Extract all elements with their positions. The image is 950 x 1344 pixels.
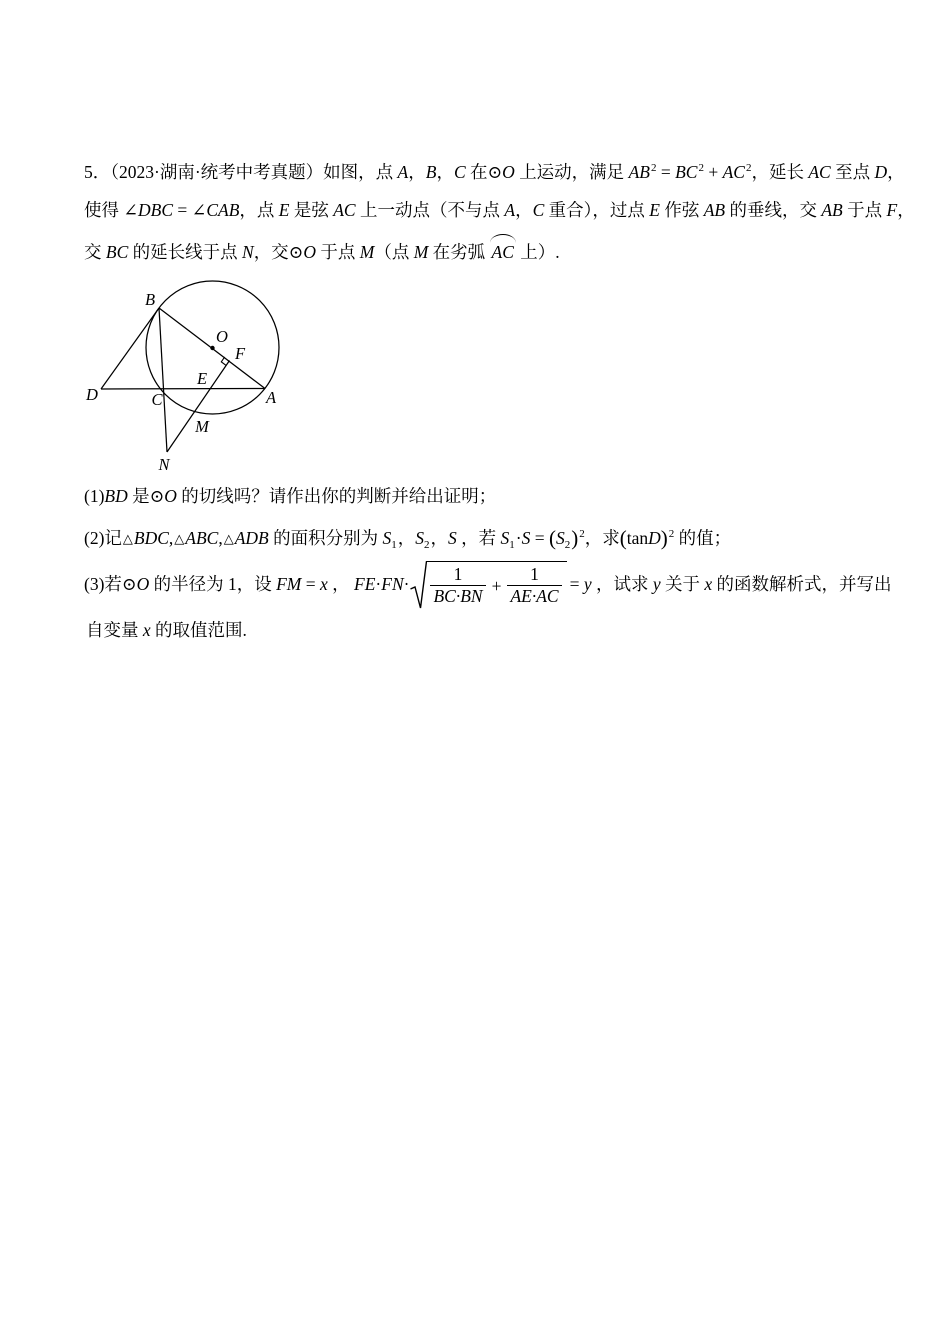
text-run-n: ·: [403, 574, 410, 595]
segment-DB: [101, 308, 159, 389]
text-run-m: A: [397, 162, 409, 182]
text-run-cn: 的面积分别为: [268, 528, 383, 548]
text-run-cn: ，: [897, 200, 915, 220]
text-run-tri: △: [174, 531, 185, 546]
text-run-tri: △: [122, 531, 133, 546]
text-run-sub: 1: [391, 539, 397, 551]
text-run-m: O: [136, 574, 150, 595]
fraction-denominator: BC·BN: [430, 585, 485, 607]
geometry-figure-svg: [80, 275, 400, 480]
radicand: [426, 561, 566, 606]
text-run-cn: 的半径为: [149, 574, 228, 595]
text-run-m: D: [874, 162, 888, 182]
text-run-m: FN: [381, 574, 404, 595]
text-run-m: FM: [276, 574, 302, 595]
text-run-m: x: [704, 574, 713, 595]
text-run-m: S: [500, 528, 510, 548]
text-run-m: S: [521, 528, 531, 548]
text-run-m: ADB: [234, 528, 269, 548]
text-run-m: BD: [104, 486, 128, 506]
point-label-A: A: [265, 388, 277, 407]
text-run-cn: 在⊙: [465, 162, 503, 182]
text-run-m: A: [504, 200, 516, 220]
text-run-m: y: [652, 574, 661, 595]
text-run-n: (3): [84, 574, 105, 595]
geometry-figure: [80, 275, 400, 480]
text-run-cn: 若⊙: [104, 574, 137, 595]
text-run-m: N: [242, 242, 254, 262]
text-run-cn: ，: [515, 200, 533, 220]
text-run-bigp: (: [619, 526, 627, 550]
text-run-n: =: [569, 574, 584, 595]
text-run-bigp: ): [660, 526, 668, 550]
text-run-n: =: [656, 162, 676, 182]
text-run-cn: 是⊙: [127, 486, 165, 506]
text-run-m: S: [382, 528, 392, 548]
point-label-B: B: [144, 290, 156, 309]
text-run-cn: 的切线吗？请作出你的判断并给出证明；: [176, 486, 497, 506]
text-run-sub: 2: [424, 539, 430, 551]
text-run-sup: 2: [579, 528, 585, 540]
text-run-n: = ∠: [173, 200, 207, 220]
text-run-n: (1): [84, 486, 105, 506]
text-run-cn: 关于: [660, 574, 705, 595]
text-run-cn: 的取值范围.: [150, 620, 247, 640]
text-run-m: S: [415, 528, 424, 548]
text-run-cn: ，: [430, 528, 448, 548]
text-run-sup: 2: [698, 162, 704, 174]
text-run-m: x: [320, 574, 328, 595]
question-3-continued: [86, 617, 247, 643]
text-run-m: AB: [703, 200, 726, 220]
text-run-m: C: [532, 200, 545, 220]
text-run-cn: （点: [374, 242, 414, 262]
text-run-cn: ，交⊙: [253, 242, 304, 262]
segment-BN: [159, 308, 167, 452]
text-run-m: C: [453, 162, 466, 182]
fraction-numerator: 1: [530, 564, 539, 585]
text-run-m: E: [649, 200, 660, 220]
text-run-sup: 2: [745, 162, 752, 174]
text-run-cn: 交: [84, 242, 106, 262]
text-run-n: +: [703, 162, 723, 182]
text-run-cn: ，: [397, 528, 416, 548]
text-run-m: E: [278, 200, 290, 220]
text-run-m: AC: [722, 162, 745, 182]
text-run-n: (2): [84, 528, 105, 548]
text-run-m: D: [648, 528, 661, 548]
text-run-cn: 记: [104, 528, 122, 548]
fraction: [507, 565, 561, 606]
text-run-n: ∠: [123, 200, 139, 220]
text-run-cn: 重合），过点: [544, 200, 650, 220]
text-run-cn: ，设: [236, 574, 277, 595]
point-label-E: E: [196, 369, 208, 388]
text-run-n: ·: [375, 574, 382, 595]
center-point-O-dot: [210, 346, 214, 350]
text-run-sub: 1: [509, 539, 515, 551]
text-run-cn: ，: [408, 162, 426, 182]
text-run-n: 1: [227, 574, 237, 595]
fraction: [430, 565, 485, 606]
text-run-n: =: [530, 528, 549, 548]
text-run-cn: 的函数解析式，并写出: [712, 574, 892, 595]
text-run-m: F: [886, 200, 898, 220]
text-run-m: S: [555, 528, 565, 548]
text-run-m: AC: [333, 200, 356, 220]
text-run-n: =: [301, 574, 320, 595]
text-run-n: ·: [515, 528, 522, 548]
text-run-n: ,: [168, 528, 174, 548]
text-run-cn: 使得: [84, 200, 124, 220]
fraction-denominator: AE·AC: [507, 585, 561, 607]
text-run-cn: ，延长: [751, 162, 809, 182]
text-run-m: S: [448, 528, 457, 548]
problem-statement-line-2: [84, 197, 915, 223]
point-label-D: D: [86, 385, 98, 404]
text-run-cn: 上）.: [515, 242, 560, 262]
text-run-m: O: [164, 486, 177, 506]
text-run-arc: AC: [490, 239, 516, 265]
text-run-bigp: (: [548, 526, 556, 550]
text-run-cn: 于点: [842, 200, 887, 220]
text-run-cn: 的延长线于点: [128, 242, 242, 262]
text-run-cn: 上运动，满足: [514, 162, 629, 182]
text-run-n: ,: [218, 528, 223, 548]
text-run-cn: 自变量: [86, 620, 143, 640]
text-run-m: M: [359, 242, 375, 262]
text-run-m: BC: [105, 242, 129, 262]
problem-statement-line-1: [84, 159, 905, 188]
text-run-cn: ，求: [584, 528, 620, 548]
text-run-sup: 2: [650, 162, 657, 174]
point-label-F: F: [234, 344, 246, 363]
text-run-cn: 作弦: [659, 200, 704, 220]
text-run-m: O: [502, 162, 515, 182]
point-label-M: M: [195, 417, 209, 436]
point-label-O: O: [216, 327, 228, 346]
text-run-n: tan: [626, 528, 649, 548]
text-run-cn: ，: [887, 162, 905, 182]
problem-statement-line-3: [84, 239, 560, 265]
text-run-m: y: [583, 574, 592, 595]
text-run-cn: ，若: [456, 528, 501, 548]
text-run-cn: 至点: [830, 162, 875, 182]
text-run-cn: ，试求: [591, 574, 653, 595]
segment-DA: [101, 389, 265, 390]
question-1: [84, 483, 496, 509]
text-run-m: FE: [354, 574, 376, 595]
question-3: [84, 560, 892, 616]
text-run-cn: 于点: [316, 242, 360, 262]
text-run-cn: 的垂线，交: [725, 200, 822, 220]
point-label-N: N: [158, 455, 170, 474]
text-run-cn: 5．（2023·湖南·统考中考真题）如图，点: [84, 162, 398, 182]
text-run-sup: 2: [668, 528, 675, 540]
fraction-numerator: 1: [453, 564, 463, 585]
text-run-m: O: [303, 242, 316, 262]
question-2: [84, 524, 731, 554]
text-run-m: AB: [821, 200, 843, 220]
text-run-m: BDC: [133, 528, 169, 548]
radical-sign-icon: [410, 558, 427, 610]
text-run-cn: 上一动点（不与点: [355, 200, 505, 220]
text-run-cn: ，点: [239, 200, 279, 220]
text-run-m: M: [413, 242, 429, 262]
text-run-cn: 是弦: [289, 200, 334, 220]
text-run-cn: ，: [327, 574, 355, 595]
text-run-m: AB: [628, 162, 650, 182]
operator: +: [491, 576, 502, 596]
text-run-bigp: ): [571, 526, 579, 550]
text-run-m: x: [142, 620, 151, 640]
text-run-cn: 的值；: [674, 528, 732, 548]
text-run-m: DBC: [138, 200, 174, 220]
text-run-sub: 2: [564, 539, 571, 551]
sqrt-expression: [410, 558, 566, 610]
text-run-cn: 在劣弧: [428, 242, 490, 262]
text-run-cn: ，: [436, 162, 454, 182]
point-label-C: C: [151, 390, 163, 409]
text-run-m: ABC: [185, 528, 219, 548]
text-run-m: AC: [808, 162, 831, 182]
text-run-m: B: [425, 162, 437, 182]
text-run-m: CAB: [206, 200, 240, 220]
text-run-m: BC: [675, 162, 698, 182]
text-run-tri: △: [223, 531, 234, 546]
